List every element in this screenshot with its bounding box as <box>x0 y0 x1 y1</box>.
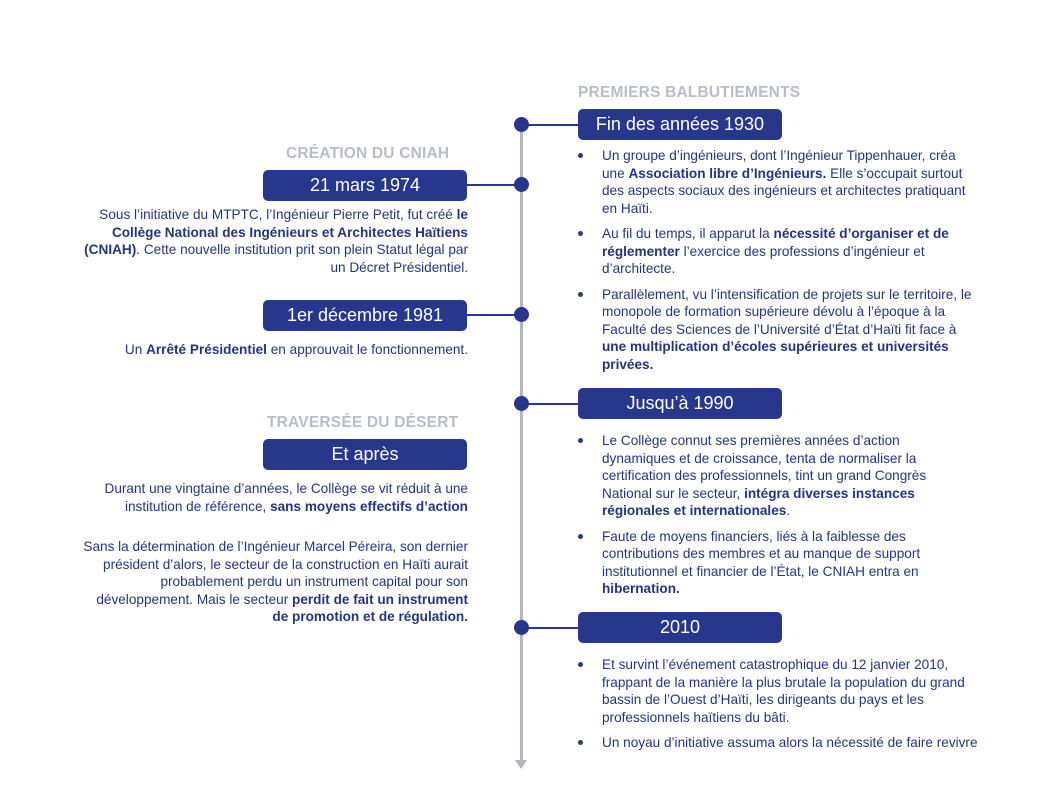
date-pill-et-apres: Et après <box>263 439 467 470</box>
timeline-connector-1974 <box>466 184 518 186</box>
timeline-connector-2010 <box>528 627 580 629</box>
list-item <box>578 656 978 726</box>
paragraph-text-end: . Cette nouvelle institution prit son plein Statut légal par un Décret Présidentiel. <box>136 242 468 275</box>
bullet-bold-text: nécessité d’organiser et de réglementer <box>602 226 949 259</box>
paragraph-vingtaine-annees <box>104 480 468 515</box>
timeline-dot-1930 <box>514 117 529 132</box>
bullet-text: Faute de moyens financiers, liés à la faiblesse des contributions des membres et au manque de support institutionnel et financier de l’État, le CNIAH entra en <box>602 528 921 579</box>
list-item <box>578 286 972 374</box>
timeline-dot-1990 <box>514 396 529 411</box>
section-heading-traversee-du-desert: TRAVERSÉE DU DÉSERT <box>267 414 459 431</box>
bullet-icon <box>578 662 583 667</box>
list-item <box>578 528 960 598</box>
bullet-list-1930 <box>578 147 972 381</box>
bullet-text: Un noyau d’initiative assuma alors la nécessité de faire revivre <box>602 735 978 750</box>
date-pill-2010: 2010 <box>578 612 782 643</box>
paragraph-text: Durant une vingtaine d’années, le Collège se vit réduit à une institution de référence, <box>104 481 468 514</box>
bullet-text: Le Collège connut ses premières années d’action dynamiques et de croissance, tenta de normaliser la certification des professionnels, tint un grand Congrès National sur le secteur, <box>602 433 927 501</box>
paragraph-cniah-creation <box>82 206 468 276</box>
bullet-text-end: Elle s’occupait surtout des aspects sociaux des ingénieurs et architectes pratiquant en Haïti. <box>602 165 966 216</box>
bullet-text: Et survint l’événement catastrophique du 12 janvier 2010, frappant de la manière la plus brutale la population du grand bassin de l’Ouest d’Haïti, les dirigeants du pays et les professionnels haïtiens du bâti. <box>602 657 965 725</box>
timeline-dot-1981 <box>514 307 529 322</box>
paragraph-text: Un <box>124 342 147 357</box>
bullet-icon <box>578 534 583 539</box>
timeline-dot-1974 <box>514 177 529 192</box>
list-item <box>578 147 972 217</box>
bullet-text-end: . <box>786 503 791 518</box>
paragraph-bold-text: le Collège National des Ingénieurs et Architectes Haïtiens (CNIAH) <box>84 207 468 257</box>
bullet-bold-text: une multiplication d’écoles supérieures et universités privées. <box>602 339 949 372</box>
timeline-connector-1930 <box>528 124 580 126</box>
paragraph-marcel-pereira <box>80 538 468 626</box>
list-item <box>578 432 960 520</box>
paragraph-text: Sous l’initiative du MTPTC, l’Ingénieur Pierre Petit, fut créé <box>99 207 457 222</box>
bullet-text-end: l’exercice des professions d’ingénieur et d’architecte. <box>602 243 925 276</box>
bullet-icon <box>578 231 583 236</box>
bullet-icon <box>578 153 583 158</box>
date-pill-1981: 1er décembre 1981 <box>263 300 467 331</box>
bullet-bold-text: Association libre d’Ingénieurs. <box>628 165 827 181</box>
date-pill-1930: Fin des années 1930 <box>578 109 782 140</box>
bullet-list-1990 <box>578 432 960 606</box>
bullet-icon <box>578 438 583 443</box>
timeline-arrow <box>515 760 527 769</box>
paragraph-text: Sans la détermination de l’Ingénieur Marcel Péreira, son dernier président d’alors, le secteur de la construction en Haïti aurait probablement perdu un instrument capital pour son développement. Mais le secteur <box>83 539 468 607</box>
date-pill-1990: Jusqu’à 1990 <box>578 388 782 419</box>
date-pill-1974: 21 mars 1974 <box>263 170 467 201</box>
list-item <box>578 734 978 752</box>
timeline-connector-1981 <box>466 314 518 316</box>
list-item <box>578 225 972 278</box>
paragraph-bold-text: sans moyens effectifs d’action <box>270 498 468 514</box>
paragraph-text-end: en approuvait le fonctionnement. <box>266 342 468 357</box>
paragraph-bold-text: Arrêté Présidentiel <box>146 342 267 357</box>
timeline-dot-2010 <box>514 620 529 635</box>
bullet-icon <box>578 740 583 745</box>
paragraph-arrete-presidentiel <box>68 341 468 359</box>
timeline-axis <box>520 120 523 762</box>
timeline-connector-1990 <box>528 403 580 405</box>
bullet-text: Un groupe d’ingénieurs, dont l’Ingénieur Tippenhauer, créa une <box>602 148 956 181</box>
bullet-icon <box>578 292 583 297</box>
bullet-text: Au fil du temps, il apparut la <box>602 226 774 241</box>
bullet-list-2010 <box>578 656 978 760</box>
paragraph-bold-text: perdit de fait un instrument de promotion et de régulation. <box>272 591 468 624</box>
bullet-text: Parallèlement, vu l’intensification de projets sur le territoire, le monopole de formation supérieure dévolu à l’époque à la Faculté des Sciences de l’Université d’État d’Haïti fit face à <box>602 286 972 337</box>
section-heading-creation-du-cniah: CRÉATION DU CNIAH <box>286 145 450 162</box>
bullet-bold-text: hibernation. <box>602 581 680 596</box>
section-heading-premiers-balbutiements: PREMIERS BALBUTIEMENTS <box>578 84 801 101</box>
bullet-bold-text: intégra diverses instances régionales et internationales <box>602 485 915 518</box>
